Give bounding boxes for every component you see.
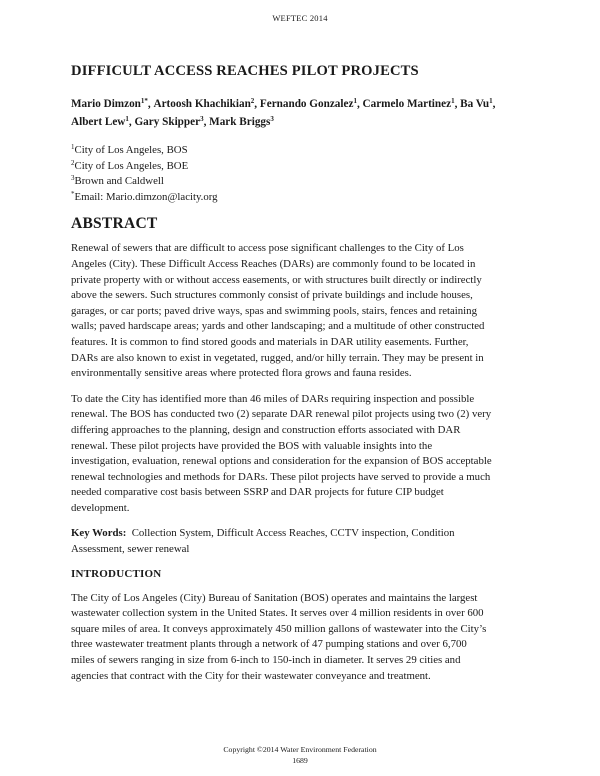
text-line: features. It is common to find stored goods and materials in DAR utility easements. Further,: [71, 335, 469, 348]
text-line: wastewater collection system in the United States. It serves over 4 million residents in over 600: [71, 607, 484, 620]
keywords-line-2: Assessment, sewer renewal: [71, 543, 190, 556]
affiliation-email: *Email: Mario.dimzon@lacity.org: [71, 189, 218, 203]
text-line: differing approaches to the planning, design and construction efforts associated with DAR: [71, 423, 461, 436]
text-line: To date the City has identified more than 46 miles of DARs requiring inspection and possible: [71, 392, 475, 405]
text-line: development.: [71, 501, 130, 514]
text-line: renewal. These pilot projects have provided the BOS with valuable insights into the: [71, 439, 433, 452]
footer-page-number: 1689: [292, 756, 308, 765]
abstract-heading: ABSTRACT: [71, 215, 158, 233]
keywords: [71, 526, 533, 557]
author: Artoosh Khachikian$^2$,: [153, 97, 260, 110]
abstract-paragraph-2: [71, 392, 533, 517]
text-line: walls; paved hardscape areas; yards and other landscaping; and a multitude of other constructed: [71, 320, 485, 333]
text-line: Renewal of sewers that are difficult to access pose significant challenges to the City of Los: [71, 242, 464, 255]
footer-copyright: Copyright ©2014 Water Environment Federation: [223, 745, 377, 754]
text-line: environmentally sensitive areas where protected flora grows and fauna resides.: [71, 367, 412, 380]
author: Mark Briggs$^3$: [209, 115, 274, 128]
paper-title: DIFFICULT ACCESS REACHES PILOT PROJECTS: [71, 63, 419, 79]
introduction-heading: INTRODUCTION: [71, 567, 162, 580]
text-line: renewal. The BOS has conducted two (2) separate DAR renewal pilot projects using two (2) very: [71, 408, 492, 421]
abstract-paragraph-1: [71, 241, 533, 381]
author: Carmelo Martinez$^1$,: [362, 97, 461, 110]
author-line-1: [71, 95, 533, 113]
text-line: above the sewers. Such structures commonly consist of private buildings and include houses,: [71, 289, 473, 302]
text-line: three wastewater treatment plants through a network of 47 pumping stations and over 6,700: [71, 638, 467, 651]
text-line: garages, or car ports; paved drive ways, spas and swimming pools, stairs, fences and retaining: [71, 304, 477, 317]
text-line: private property with or without access easements, or with structures built directly or indirectly: [71, 273, 482, 286]
text-line: Angeles (City). These Difficult Access Reaches (DARs) are commonly found to be located in: [71, 257, 476, 270]
author-list: [71, 95, 533, 131]
author: Mario Dimzon$^{1*}$,: [71, 97, 154, 110]
introduction-paragraph-1: [71, 591, 533, 685]
keywords-label: Key Words:: [71, 527, 127, 540]
text-line: renewal technologies and methods for DARs. These pilot projects have served to provide a much: [71, 470, 491, 483]
text-line: investigation, evaluation, renewal options and consideration for the expansion of BOS acceptable: [71, 455, 492, 468]
running-header: WEFTEC 2014: [272, 13, 328, 23]
text-line: agencies that contract with the City for their wastewater conveyance and treatment.: [71, 669, 431, 682]
text-line: square miles of area. It conveys approximately 450 million gallons of wastewater into the City’s: [71, 622, 487, 635]
text-line: The City of Los Angeles (City) Bureau of Sanitation (BOS) operates and maintains the largest: [71, 591, 478, 604]
author: Gary Skipper$^3$,: [134, 115, 210, 128]
paper-body: [71, 63, 533, 694]
keywords-text: Collection System, Difficult Access Reaches, CCTV inspection, Condition: [126, 527, 455, 540]
keywords-line-1: [71, 526, 533, 542]
author-line-2: [71, 113, 533, 131]
affiliation: $^1$City of Los Angeles, BOS: [71, 143, 188, 156]
author: Albert Lew$^1$,: [71, 115, 135, 128]
text-line: needed comparative cost basis between SSRP and DAR projects for future CIP budget: [71, 486, 444, 499]
text-line: DARs are also known to exist in vegetated, rugged, and/or hilly terrain. They may be present in: [71, 351, 484, 364]
author: Ba Vu$^1$,: [460, 97, 496, 110]
text-line: miles of sewers ranging in size from 6-inch to 150-inch in diameter. It serves 29 cities and: [71, 654, 461, 667]
author: Fernando Gonzalez$^1$,: [259, 97, 363, 110]
affiliation-list: [71, 143, 533, 205]
affiliation: $^2$City of Los Angeles, BOE: [71, 158, 189, 172]
affiliation: $^3$Brown and Caldwell: [71, 174, 164, 188]
